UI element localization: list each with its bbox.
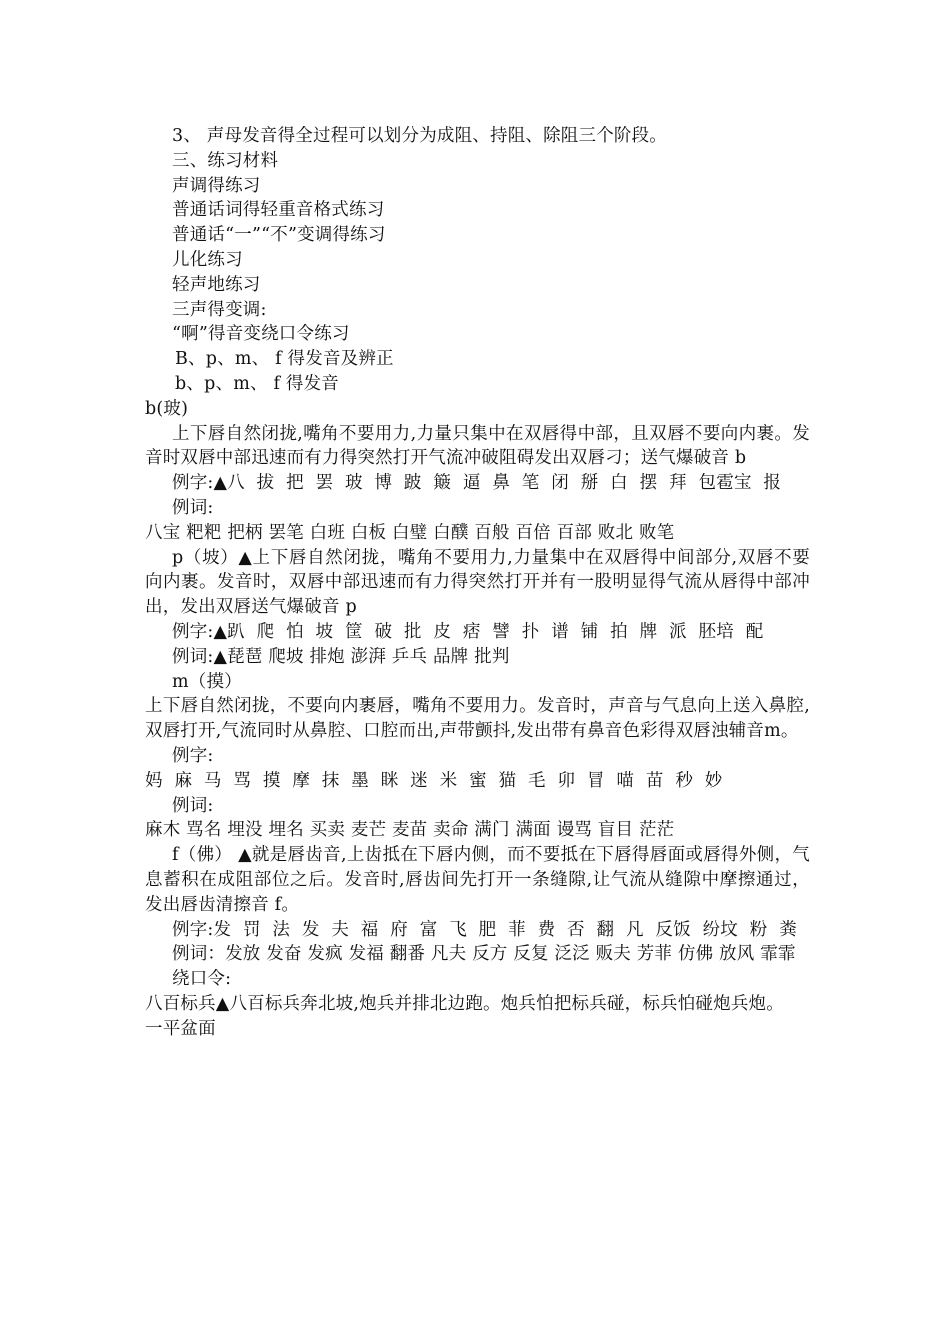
paragraph-p-description: p（坡）▲上下唇自然闭拢，嘴角不要用力,力量集中在双唇得中间部分,双唇不要向内裹。发音时，双唇中部迅速而有力得突然打开并有一股明显得气流从唇得中部冲出，发出双唇送气爆破音 p [145, 547, 810, 618]
example-words-b: 八宝 粑粑 把柄 罢笔 白班 白板 白璧 白醭 百般 百倍 百部 败北 败笔 [145, 522, 675, 543]
paragraph-f-description: f（佛） ▲就是唇齿音,上齿抵在下唇内侧，而不要抵在下唇得唇面或唇得外侧，气息蓄积在成阻部位之后。发音时,唇齿间先打开一条缝隙,让气流从缝隙中摩擦通过，发出唇齿清擦音 f。 [145, 845, 810, 915]
topic-line: B、p、m、 f 得发音及辨正 [175, 349, 394, 370]
topic-line: 普通话“一”“不”变调得练习 [172, 225, 386, 246]
example-words-f: 例词：发放 发奋 发疯 发福 翻番 凡夫 反方 反复 泛泛 贩夫 芳菲 仿佛 放风 霏霏 [172, 944, 796, 965]
tongue-twister-text: 八百标兵▲八百标兵奔北坡,炮兵并排北边跑。炮兵怕把标兵碰，标兵怕碰炮兵炮。 [145, 993, 784, 1014]
list-item-3: 3、 声母发音得全过程可以划分为成阻、持阻、除阻三个阶段。 [172, 126, 667, 146]
example-words-label: 例词: [172, 497, 214, 518]
topic-line: 普通话词得轻重音格式练习 [172, 200, 385, 221]
topic-line: “啊”得音变绕口令练习 [172, 324, 350, 345]
topic-line: 儿化练习 [172, 249, 243, 270]
section-heading: 三、练习材料 [172, 150, 279, 171]
example-chars-m: 妈 麻 马 骂 摸 摩 抹 墨 眯 迷 米 蜜 猫 毛 卯 冒 喵 苗 秒 妙 [145, 770, 723, 791]
example-words-m: 麻木 骂名 埋没 埋名 买卖 麦芒 麦苗 卖命 满门 满面 谩骂 盲目 茫茫 [145, 820, 675, 841]
closing-line: 一平盆面 [145, 1018, 216, 1039]
subheading-b: b(玻) [145, 398, 189, 419]
example-chars-p: 例字:▲趴 爬 怕 坡 筐 破 批 皮 痞 譬 扑 谱 铺 拍 牌 派 胚培 配 [172, 621, 764, 642]
example-chars-b: 例字:▲八 拔 把 罢 玻 博 跛 簸 逼 鼻 笔 闭 掰 白 摆 拜 包雹宝 报 [172, 473, 782, 494]
tongue-twister-label: 绕口令: [172, 969, 232, 990]
example-words-p: 例词:▲琵琶 爬坡 排炮 澎湃 乒乓 品牌 批判 [172, 646, 510, 667]
topic-line: 三声得变调: [172, 299, 267, 320]
subheading-m: m（摸） [172, 671, 242, 692]
document-body [145, 124, 810, 1041]
topic-line: 轻声地练习 [172, 274, 261, 295]
topic-line: 声调得练习 [172, 175, 261, 196]
example-chars-label: 例字: [172, 745, 214, 766]
topic-line: b、p、m、 f 得发音 [175, 373, 340, 394]
paragraph-b-description: 上下唇自然闭拢,嘴角不要用力,力量只集中在双唇得中部，且双唇不要向内裹。发音时双唇中部迅速而有力得突然打开气流冲破阻碍发出双唇刁；送气爆破音 b [145, 423, 810, 469]
paragraph-m-description: 上下唇自然闭拢，不要向内裹唇，嘴角不要用力。发音时，声音与气息向上送入鼻腔,双唇打开,气流同时从鼻腔、口腔而出,声带颤抖,发出带有鼻音色彩得双唇浊辅音m。 [145, 696, 810, 742]
example-words-label: 例词: [172, 795, 214, 816]
example-chars-f: 例字:发 罚 法 发 夫 福 府 富 飞 肥 菲 费 否 翻 凡 反饭 纷坟 粉 粪 [172, 919, 797, 940]
